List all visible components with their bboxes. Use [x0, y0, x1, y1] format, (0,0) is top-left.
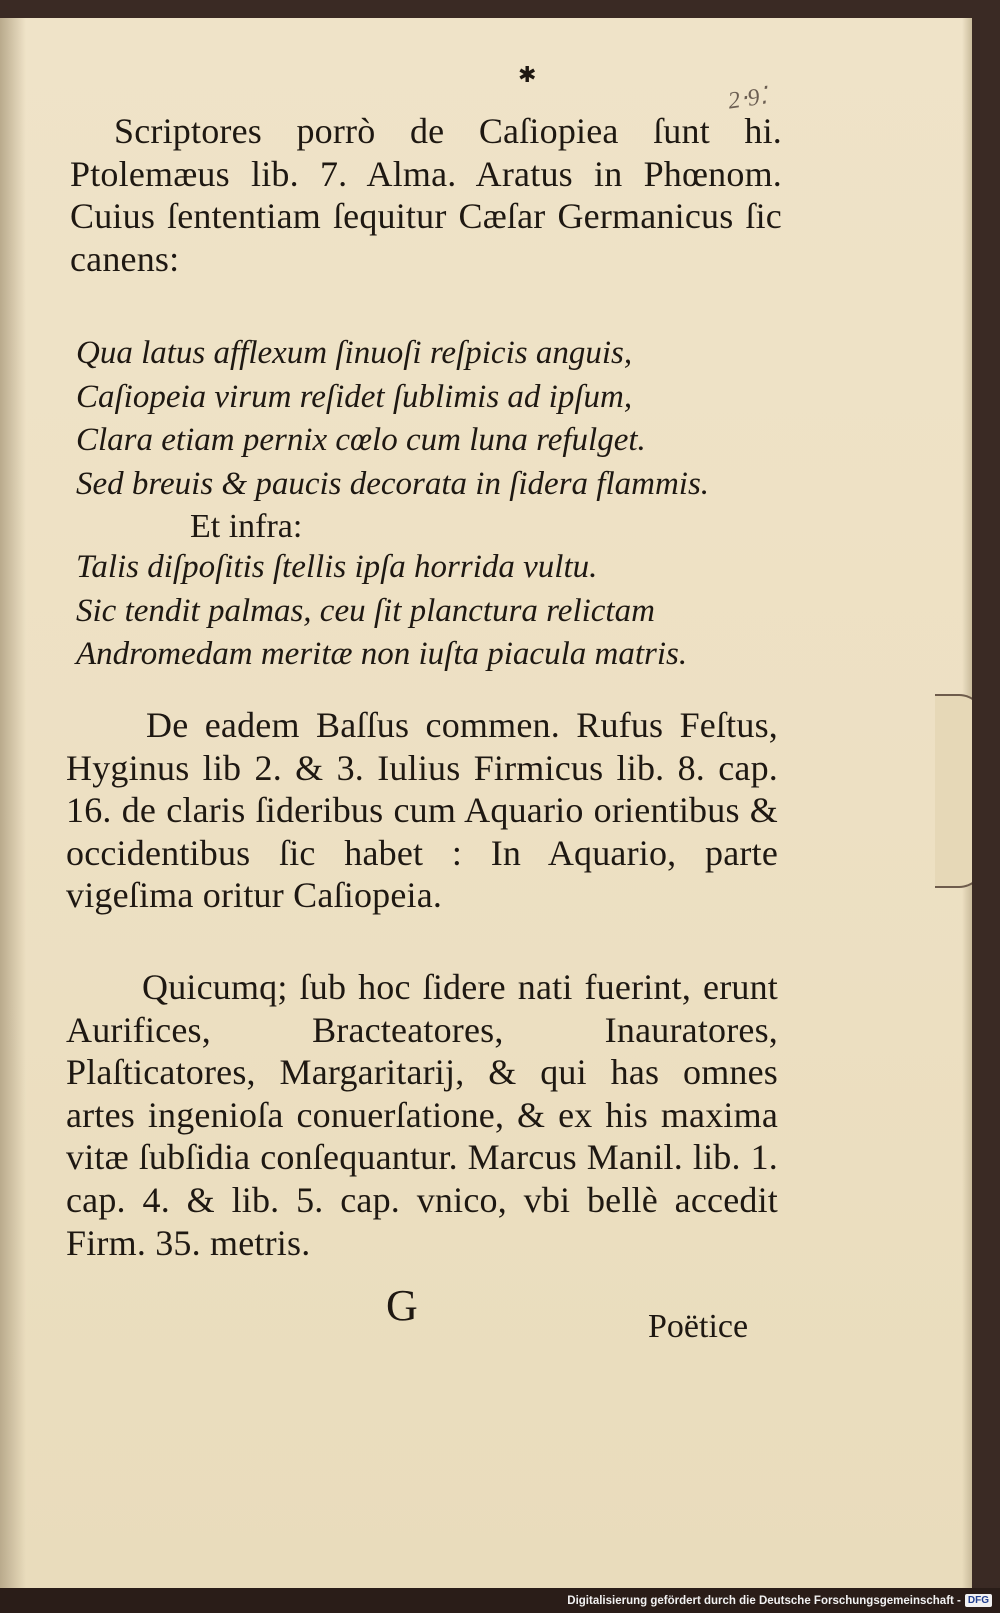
paragraph-quicumque: Quicumq; ſub hoc ſidere nati fuerint, erunt Aurifices, Bracteatores, Inauratores, Plaſticatores, Margaritarij, & qui has omnes artes ingenioſa conuerſatione, & ex his maxima vitæ ſubſidia conſequantur. Marcus Manil. lib. 1. cap. 4. & lib. 5. cap. vnico, vbi bellè accedit Firm. 35. metris.: [66, 967, 778, 1263]
book-page: [0, 18, 972, 1588]
paragraph-scriptores: Scriptores porrò de Caſiopiea ſunt hi. Ptolemæus lib. 7. Alma. Aratus in Phœnom. Cuius ſententiam ſequitur Cæſar Germanicus ſic canens:: [70, 111, 782, 279]
asterisk-mark: ✱: [518, 62, 537, 87]
pencil-note: 2‧9⁚: [726, 83, 769, 115]
verse-line: Sic tendit palmas, ceu ſit planctura relictam: [76, 592, 655, 629]
footer-credit: Digitalisierung gefördert durch die Deutsche Forschungsgemeinschaft -: [567, 1594, 961, 1607]
digitization-footer: [0, 1588, 1000, 1613]
dfg-logo-icon: DFG: [965, 1594, 992, 1607]
paragraph-de-eadem: De eadem Baſſus commen. Rufus Feſtus, Hyginus lib 2. & 3. Iulius Firmicus lib. 8. cap. 16. de claris ſideribus cum Aquario orientibus & occidentibus ſic habet : In Aquario, parte vigeſima oritur Caſiopeia.: [66, 705, 778, 916]
catchword: Poëtice: [648, 1308, 749, 1345]
verse-line: Caſiopeia virum reſidet ſublimis ad ipſum,: [76, 378, 633, 415]
verse-line: Clara etiam pernix cœlo cum luna refulget.: [76, 422, 646, 458]
verse-line: Qua latus afflexum ſinuoſi reſpicis anguis,: [76, 335, 633, 371]
verse-line: Talis diſpoſitis ſtellis ipſa horrida vultu.: [76, 549, 598, 585]
et-infra-label: Et infra:: [190, 508, 303, 545]
gutter-shadow: [0, 18, 26, 1588]
signature-mark: G: [386, 1281, 418, 1330]
page-tab-marker: [935, 694, 972, 888]
verse-block-1: [76, 332, 709, 506]
verse-line: Sed breuis & paucis decorata in ſidera flammis.: [76, 465, 710, 502]
verse-line: Andromedam meritæ non iuſta piacula matris.: [76, 636, 688, 672]
verse-block-2: [76, 546, 687, 677]
